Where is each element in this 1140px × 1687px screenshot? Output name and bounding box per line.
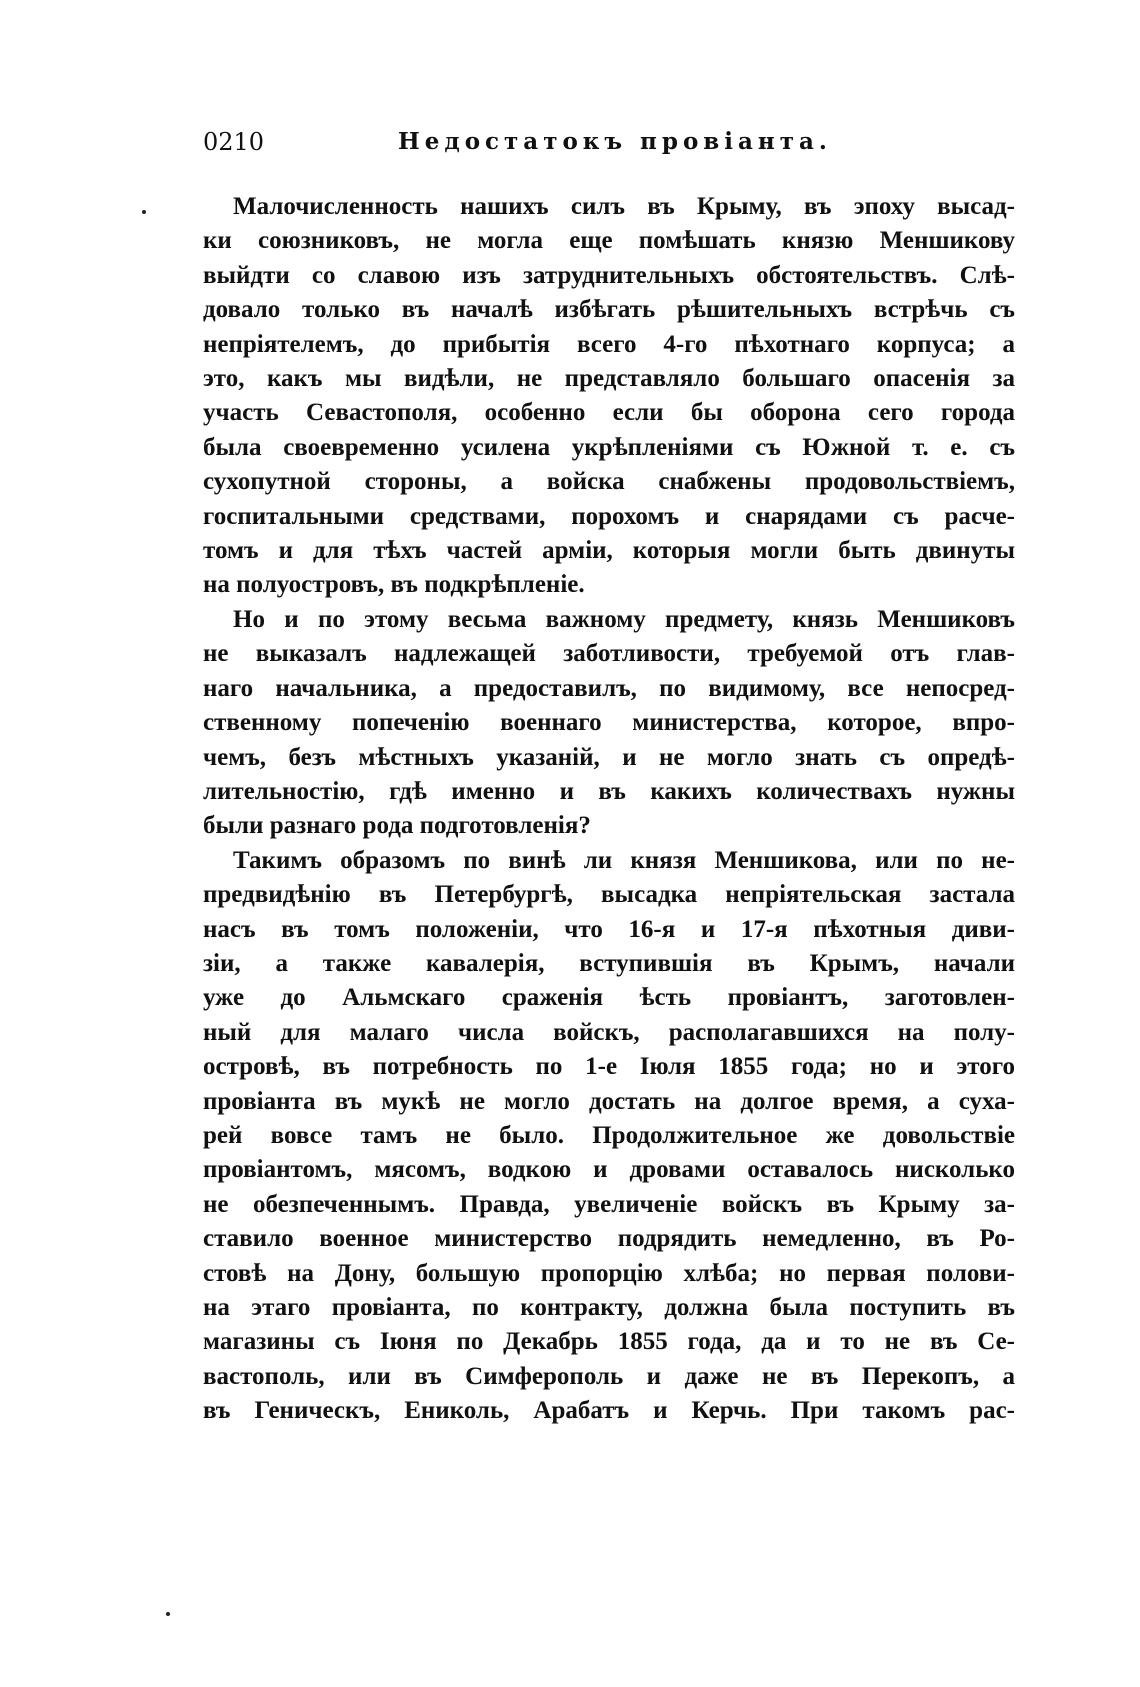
text-line: лительностію, гдѣ именно и въ какихъ количествахъ нужны xyxy=(203,777,1015,805)
text-line: магазины съ Іюня по Декабрь 1855 года, да и то не въ Се- xyxy=(203,1328,1015,1356)
text-line: стовѣ на Дону, большую пропорцію хлѣба; но первая полови- xyxy=(203,1259,1015,1287)
text-line: насъ въ томъ положеніи, что 16-я и 17-я пѣхотныя диви- xyxy=(203,915,1015,943)
text-line: ственному попеченію военнаго министерства, которое, впро- xyxy=(203,709,1015,737)
text-line: не выказалъ надлежащей заботливости, требуемой отъ глав- xyxy=(203,640,1015,668)
text-line: предвидѣнію въ Петербургѣ, высадка непріятельская застала xyxy=(203,881,1015,909)
text-line: выйдти со славою изъ затруднительныхъ обстоятельствъ. Слѣ- xyxy=(203,261,1015,289)
text-line: госпитальными средствами, порохомъ и снарядами съ расче- xyxy=(203,502,1015,530)
text-line: рей вовсе тамъ не было. Продолжительное же довольствіе xyxy=(203,1121,1015,1149)
scan-speck xyxy=(166,1612,170,1616)
page-number: 0210 xyxy=(203,128,265,156)
paragraph-3 xyxy=(203,844,1015,1429)
text-line: это, какъ мы видѣли, не представляло большаго опасенія за xyxy=(203,365,1015,393)
text-line: непріятелемъ, до прибытія всего 4-го пѣхотнаго корпуса; а xyxy=(203,330,1015,358)
paragraph-1 xyxy=(203,190,1015,603)
text-line: вастополь, или въ Симферополь и даже не въ Перекопъ, а xyxy=(203,1362,1015,1390)
body-text xyxy=(203,190,1015,1429)
text-line: Такимъ образомъ по винѣ ли князя Меншикова, или по не- xyxy=(233,846,1015,874)
page-header xyxy=(203,128,1023,164)
text-line: ки союзниковъ, не могла еще помѣшать князю Меншикову xyxy=(203,227,1015,255)
text-line: на этаго провіанта, по контракту, должна была поступить въ xyxy=(203,1294,1015,1321)
text-line: участь Севастополя, особенно если бы оборона сего города xyxy=(203,399,1015,427)
text-line: довало только въ началѣ избѣгать рѣшительныхъ встрѣчь съ xyxy=(203,296,1015,324)
text-line: чемъ, безъ мѣстныхъ указаній, и не могло знать съ опредѣ- xyxy=(203,743,1015,771)
text-line: ный для малаго числа войскъ, располагавшихся на полу- xyxy=(203,1018,1015,1046)
text-line: провіанта въ мукѣ не могло достать на долгое время, а суха- xyxy=(203,1087,1015,1115)
text-line: томъ и для тѣхъ частей арміи, которыя могли быть двинуты xyxy=(203,537,1015,565)
text-line: не обезпеченнымъ. Правда, увеличеніе войскъ въ Крыму за- xyxy=(203,1190,1015,1218)
text-line: Малочисленность нашихъ силъ въ Крыму, въ эпоху высад- xyxy=(233,193,1015,220)
text-line: на полуостровъ, въ подкрѣпленіе. xyxy=(203,571,585,599)
text-line: въ Геническъ, Ениколь, Арабатъ и Керчь. При такомъ рас- xyxy=(203,1397,1015,1425)
text-line: провіантомъ, мясомъ, водкою и дровами оставалось нисколько xyxy=(203,1156,1015,1184)
text-line: ставило военное министерство подрядить немедленно, въ Ро- xyxy=(203,1225,1015,1253)
scan-speck xyxy=(142,210,146,214)
text-line: была своевременно усилена укрѣпленіями съ Южной т. е. съ xyxy=(203,433,1015,461)
running-title: Недостатокъ провіанта. xyxy=(398,128,832,155)
text-line: островѣ, въ потребность по 1-е Іюля 1855 года; но и этого xyxy=(203,1053,1015,1081)
text-line: зіи, а также кавалерія, вступившія въ Крымъ, начали xyxy=(203,949,1015,977)
text-line: сухопутной стороны, а войска снабжены продовольствіемъ, xyxy=(203,468,1015,496)
text-line: уже до Альмскаго сраженія ѣсть провіантъ, заготовлен- xyxy=(203,984,1015,1012)
text-line: Но и по этому весьма важному предмету, князь Меншиковъ xyxy=(233,605,1015,633)
text-line: наго начальника, а предоставилъ, по видимому, все непосред- xyxy=(203,674,1015,702)
paragraph-2 xyxy=(203,603,1015,844)
text-line: были разнаго рода подготовленія? xyxy=(203,812,591,840)
